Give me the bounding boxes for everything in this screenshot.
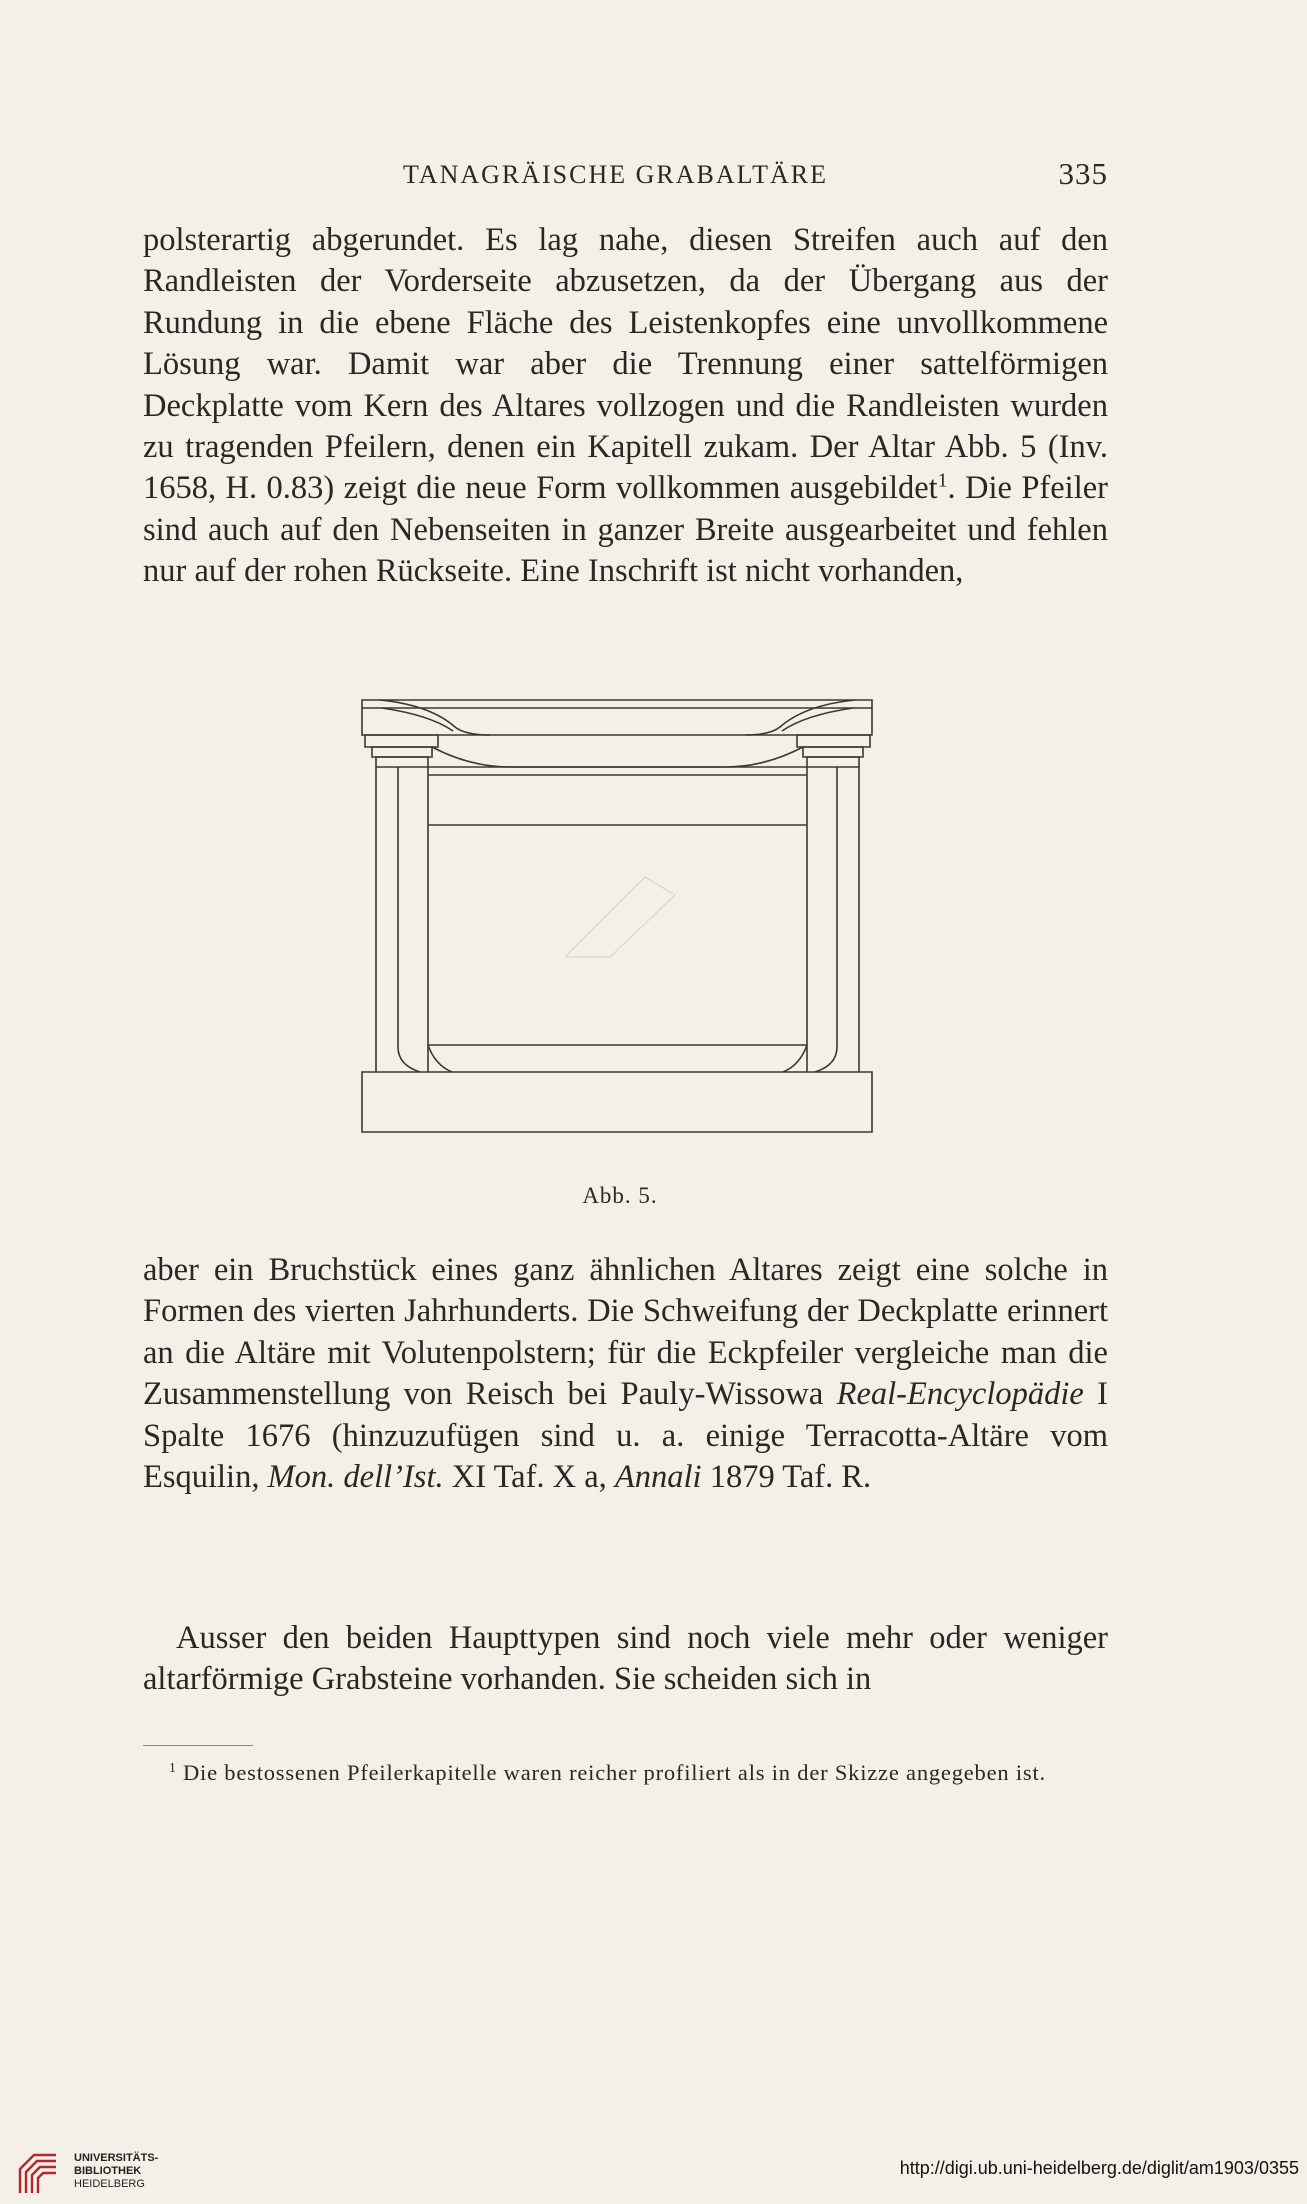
figure-caption: Abb. 5.: [582, 1183, 658, 1208]
reference-title: Mon. dell’Ist.: [267, 1459, 444, 1496]
library-emblem-icon: [14, 2147, 70, 2197]
library-line: UNIVERSITÄTS-: [74, 2152, 159, 2164]
altar-drawing: [360, 695, 880, 1140]
paragraph-text: I Spalte 1676 (hinzuzufügen sind u. a. einige Terracotta-Altäre vom Esquilin,: [143, 1376, 1108, 1496]
running-title: TANAGRÄISCHE GRABALTÄRE: [403, 160, 829, 189]
page-number: 335: [1058, 156, 1108, 191]
reference-title: Real-Encyclopädie: [836, 1376, 1084, 1413]
paragraph-text: Ausser den beiden Haupttypen sind noch viele mehr oder weniger altarförmige Grabsteine vorhanden. Sie scheiden sich in: [143, 1620, 1108, 1698]
footnote-divider: [143, 1745, 253, 1746]
source-url-link[interactable]: http://digi.ub.uni-heidelberg.de/diglit/am1903/0355: [899, 2158, 1299, 2178]
library-line: BIBLIOTHEK: [74, 2165, 142, 2177]
paragraph-text: 1879 Taf. R.: [701, 1459, 872, 1496]
paragraph-text: XI Taf. X a,: [443, 1459, 615, 1496]
library-line: HEIDELBERG: [74, 2178, 145, 2190]
paragraph-text: aber ein Bruchstück eines ganz ähnlichen Altares zeigt eine solche in Formen des vierten Jahrhunderts. Die Schweifung der Deckplatte erinnert an die Altäre mit Volutenpolstern; für die Eckpfeiler vergleiche man die Zusammenstellung von Reisch bei Pauly-Wissowa: [143, 1252, 1108, 1413]
page-header: [143, 156, 1108, 200]
body-paragraph-2: [143, 1250, 1108, 1498]
library-logo: [14, 2147, 184, 2199]
paragraph-text: polsterartig abgerundet. Es lag nahe, diesen Streifen auch auf den Randleisten der Vorderseite abzusetzen, da der Übergang aus der Rundung in die ebene Fläche des Leistenkopfes eine unvollkommene Lösung war. Damit war aber die Trennung einer sattelförmigen Deckplatte vom Kern des Altares vollzogen und die Randleisten wurden zu tragenden Pfeilern, denen ein Kapitell zukam. Der Altar Abb. 5 (Inv. 1658, H. 0.83) zeigt die neue Form vollkommen ausgebildet: [143, 222, 1108, 507]
footnote-marker: 1: [937, 470, 948, 492]
library-name: [74, 2152, 158, 2191]
altar-figure: [360, 695, 880, 1140]
footnote: [143, 1757, 1108, 1788]
footnote-text: Die bestossenen Pfeilerkapitelle waren reicher profiliert als in der Skizze angegeben ist.: [183, 1760, 1046, 1785]
body-paragraph-3: [143, 1618, 1108, 1701]
paragraph-text: . Die Pfeiler sind auch auf den Nebenseiten in ganzer Breite ausgearbeitet und fehlen nur auf der rohen Rückseite. Eine Inschrift ist nicht vorhanden,: [143, 470, 1108, 590]
footnote-number: 1: [169, 1759, 177, 1775]
body-paragraph-1: [143, 220, 1108, 593]
reference-title: Annali: [614, 1459, 702, 1496]
